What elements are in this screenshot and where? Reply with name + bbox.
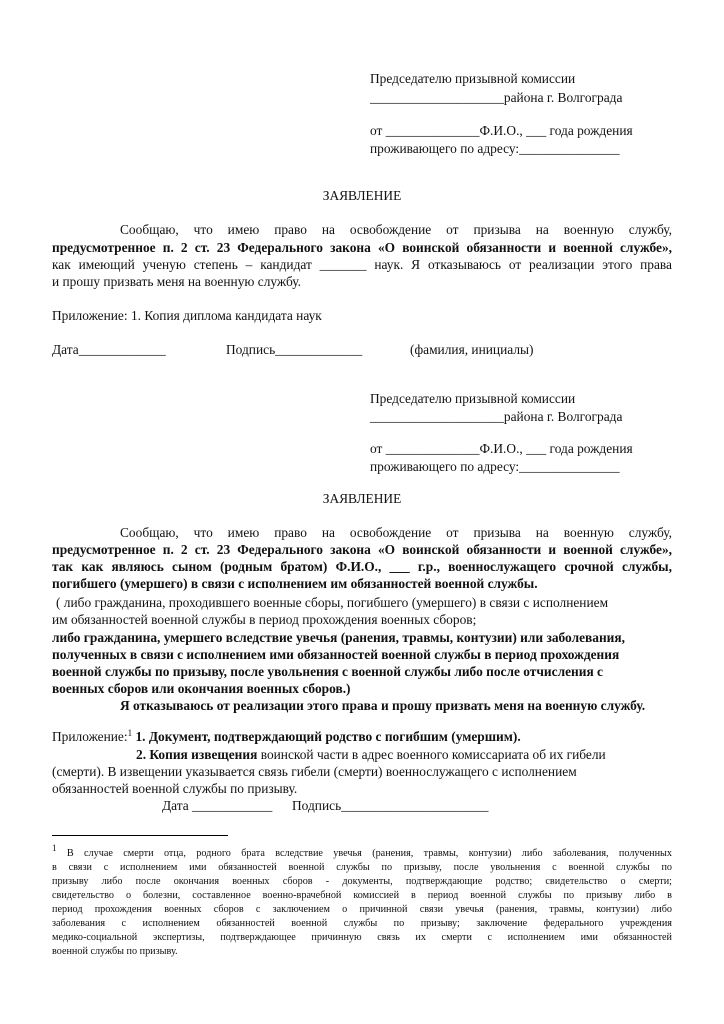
form2-alt2-line2: полученных в связи с исполнением ими обязанностей военной службы в период прохождения bbox=[52, 647, 620, 662]
footnote-separator bbox=[52, 835, 228, 836]
form2-attachment-line1 bbox=[52, 728, 521, 745]
form1-title: ЗАЯВЛЕНИЕ bbox=[322, 188, 402, 203]
footnote-line5: период прохождения военных сборов с заключением о причинной связи увечья (ранения, травмы, контузии) либо bbox=[52, 904, 672, 915]
form1-attachment: Приложение: 1. Копия диплома кандидата наук bbox=[52, 308, 322, 323]
form2-signature-field: Подпись______________________ bbox=[292, 798, 489, 813]
form2-body-line3: так как являюсь сыном (родным братом) Ф.И.О., ___ г.р., военнослужащего срочной службы, bbox=[52, 559, 672, 574]
form1-date-field: Дата_____________ bbox=[52, 342, 166, 357]
form2-attachment-line4: обязанностей военной службы по призыву. bbox=[52, 781, 298, 796]
form2-refusal: Я отказываюсь от реализации этого права и прошу призвать меня на военную службу. bbox=[120, 698, 646, 713]
form2-body-line4: погибшего (умершего) в связи с исполнением им обязанностей военной службы. bbox=[52, 576, 538, 591]
form2-attachment-item1: 1. Документ, подтверждающий родство с погибшим (умершим). bbox=[132, 729, 521, 744]
form1-header-line2: ____________________района г. Волгограда bbox=[370, 90, 623, 105]
form1-header-line4: проживающего по адресу:_______________ bbox=[370, 141, 620, 156]
form1-body-line3: как имеющий ученую степень – кандидат _______ наук. Я отказываюсь от реализации этого права bbox=[52, 257, 672, 272]
form2-body-line2: предусмотренное п. 2 ст. 23 Федерального закона «О воинской обязанности и военной службе», bbox=[52, 542, 672, 557]
footnote-line1-text: В случае смерти отца, родного брата вследствие увечья (ранения, травмы, контузии) либо заболевания, полученных bbox=[56, 848, 672, 859]
footnote-line7: медико-социальной экспертизы, подтверждающее причинную связь их смерти с исполнением ими обязанностей bbox=[52, 932, 672, 943]
form1-header-line3: от ______________Ф.И.О., ___ года рождения bbox=[370, 123, 633, 138]
form2-header-line4: проживающего по адресу:_______________ bbox=[370, 459, 620, 474]
footnote-mark: 1 bbox=[52, 843, 57, 853]
footnote-line3: призыву либо после окончания военных сборов - документы, подтверждающие родство; свидетельство о смерти; bbox=[52, 876, 672, 887]
form1-signature-field: Подпись_____________ bbox=[226, 342, 363, 357]
form2-attachment-label: Приложение: bbox=[52, 729, 128, 744]
form2-attachment-line2 bbox=[136, 746, 606, 763]
form1-body-line1: Сообщаю, что имею право на освобождение от призыва на военную службу, bbox=[120, 222, 672, 237]
footnote-line6: заболевания с исполнением обязанностей военной службы по призыву; заключение федерального учреждения bbox=[52, 918, 672, 929]
form2-header-line1: Председателю призывной комиссии bbox=[370, 391, 576, 406]
form1-body-line2: предусмотренное п. 2 ст. 23 Федерального закона «О воинской обязанности и военной службе», bbox=[52, 240, 672, 255]
form2-title: ЗАЯВЛЕНИЕ bbox=[322, 491, 402, 506]
form2-attachment-line3: (смерти). В извещении указывается связь гибели (смерти) военнослужащего с исполнением bbox=[52, 764, 577, 779]
form1-header-line1: Председателю призывной комиссии bbox=[370, 71, 576, 86]
footnote-reference: 1 bbox=[127, 728, 133, 738]
form2-header-line3: от ______________Ф.И.О., ___ года рождения bbox=[370, 441, 633, 456]
form1-name-field: (фамилия, инициалы) bbox=[410, 342, 534, 357]
form2-alt2-line3: военной службы по призыву, после увольнения с военной службы либо после отчисления с bbox=[52, 664, 603, 679]
form2-attachment-item2-rest: воинской части в адрес военного комиссариата об их гибели bbox=[257, 747, 606, 762]
form2-date-field: Дата ____________ bbox=[162, 798, 273, 813]
form2-alt2-line4: военных сборов или окончания военных сборов.) bbox=[52, 681, 351, 696]
form2-attachment-item2-bold: 2. Копия извещения bbox=[136, 747, 258, 762]
footnote-line4: свидетельство о болезни, составленное военно-врачебной комиссией в период военной службы по призыву либо в bbox=[52, 890, 672, 901]
form2-alt2-line1: либо гражданина, умершего вследствие увечья (ранения, травмы, контузии) или заболевания, bbox=[52, 630, 625, 645]
footnote-line2: в связи с исполнением ими обязанностей военной службы по призыву, после увольнения с военной службы по bbox=[52, 862, 672, 873]
form2-alt-line2: им обязанностей военной службы в период прохождения военных сборов; bbox=[52, 612, 477, 627]
form2-body-line1: Сообщаю, что имею право на освобождение от призыва на военную службу, bbox=[120, 525, 672, 540]
form2-header-line2: ____________________района г. Волгограда bbox=[370, 409, 623, 424]
form1-body-line4: и прошу призвать меня на военную службу. bbox=[52, 274, 301, 289]
footnote-line1 bbox=[52, 843, 672, 861]
form2-alt-line1: ( либо гражданина, проходившего военные сборы, погибшего (умершего) в связи с исполнением bbox=[56, 595, 609, 610]
footnote-line8: военной службы по призыву. bbox=[52, 946, 178, 957]
